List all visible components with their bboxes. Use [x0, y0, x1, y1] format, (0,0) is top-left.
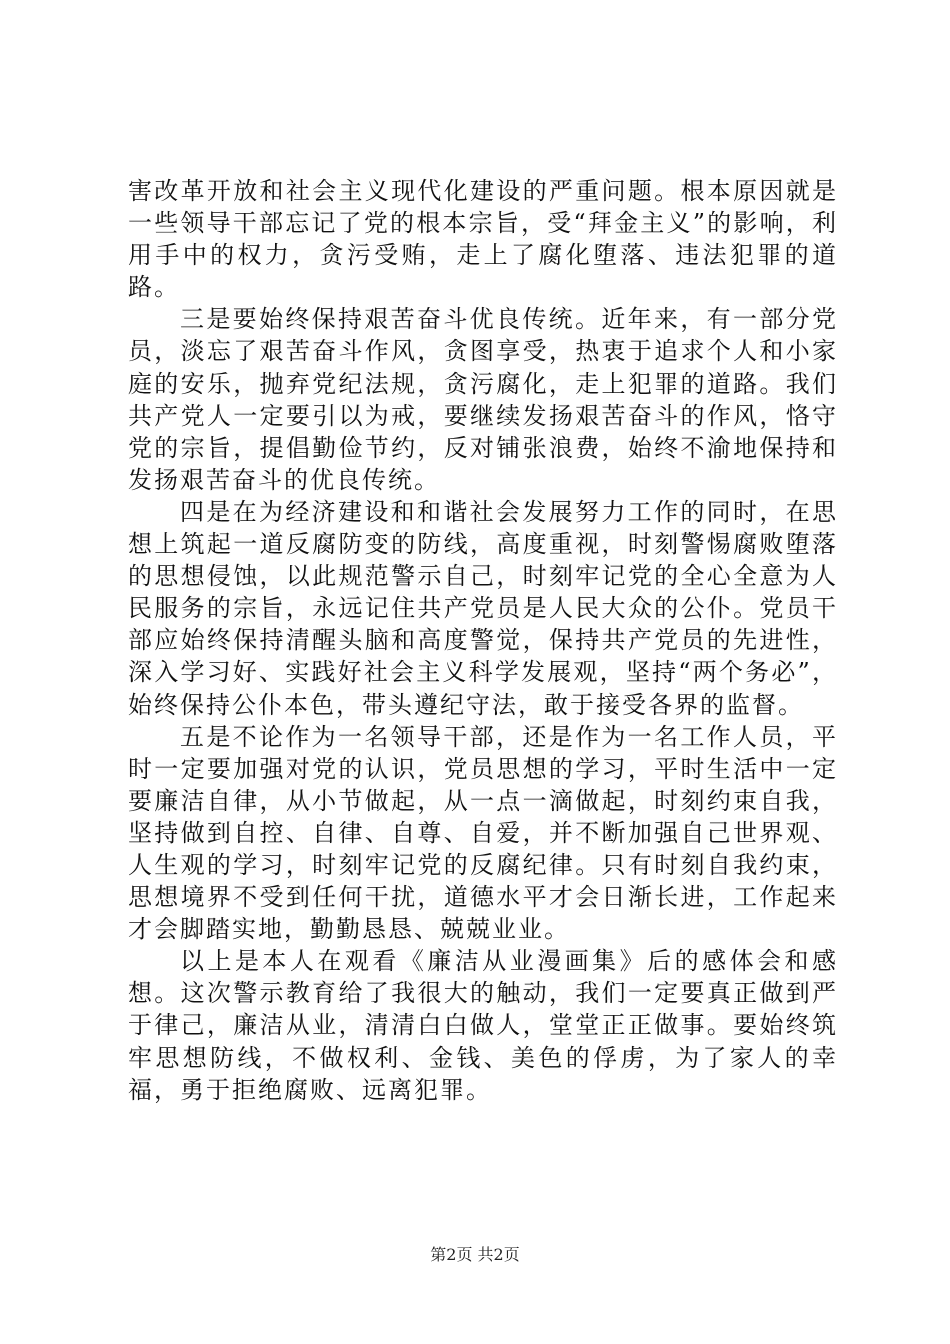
- document-body: [128, 175, 838, 1106]
- paragraph-conclusion: 以上是本人在观看《廉洁从业漫画集》后的感体会和感想。这次警示教育给了我很大的触动，我们一定要真正做到严于律己，廉洁从业，清清白白做人，堂堂正正做事。要始终筑牢思想防线，不做权利、金钱、美色的俘虏，为了家人的幸福，勇于拒绝腐败、远离犯罪。: [128, 947, 838, 1104]
- paragraph-point-four: 四是在为经济建设和和谐社会发展努力工作的同时，在思想上筑起一道反腐防变的防线，高度重视，时刻警惕腐败堕落的思想侵蚀，以此规范警示自己，时刻牢记党的全心全意为人民服务的宗旨，永远记住共产党员是人民大众的公仆。党员干部应始终保持清醒头脑和高度警觉，保持共产党员的先进性，深入学习好、实践好社会主义科学发展观，坚持“两个务必”，始终保持公仆本色，带头遵纪守法，敢于接受各界的监督。: [128, 497, 838, 719]
- paragraph-point-three: 三是要始终保持艰苦奋斗优良传统。近年来，有一部分党员，淡忘了艰苦奋斗作风，贪图享受，热衷于追求个人和小家庭的安乐，抛弃党纪法规，贪污腐化，走上犯罪的道路。我们共产党人一定要引以为戒，要继续发扬艰苦奋斗的作风，恪守党的宗旨，提倡勤俭节约，反对铺张浪费，始终不渝地保持和发扬艰苦奋斗的优良传统。: [128, 305, 838, 494]
- paragraph-point-five: 五是不论作为一名领导干部，还是作为一名工作人员，平时一定要加强对党的认识，党员思想的学习，平时生活中一定要廉洁自律，从小节做起，从一点一滴做起，时刻约束自我，坚持做到自控、自律、自尊、自爱，并不断加强自己世界观、人生观的学习，时刻牢记党的反腐纪律。只有时刻自我约束，思想境界不受到任何干扰，道德水平才会日渐长进，工作起来才会脚踏实地，勤勤恳恳、兢兢业业。: [128, 722, 838, 944]
- page-number-footer: 第2页 共2页: [430, 1245, 520, 1264]
- paragraph-continuation: 害改革开放和社会主义现代化建设的严重问题。根本原因就是一些领导干部忘记了党的根本宗旨，受“拜金主义”的影响，利用手中的权力，贪污受贿，走上了腐化堕落、违法犯罪的道路。: [128, 177, 838, 302]
